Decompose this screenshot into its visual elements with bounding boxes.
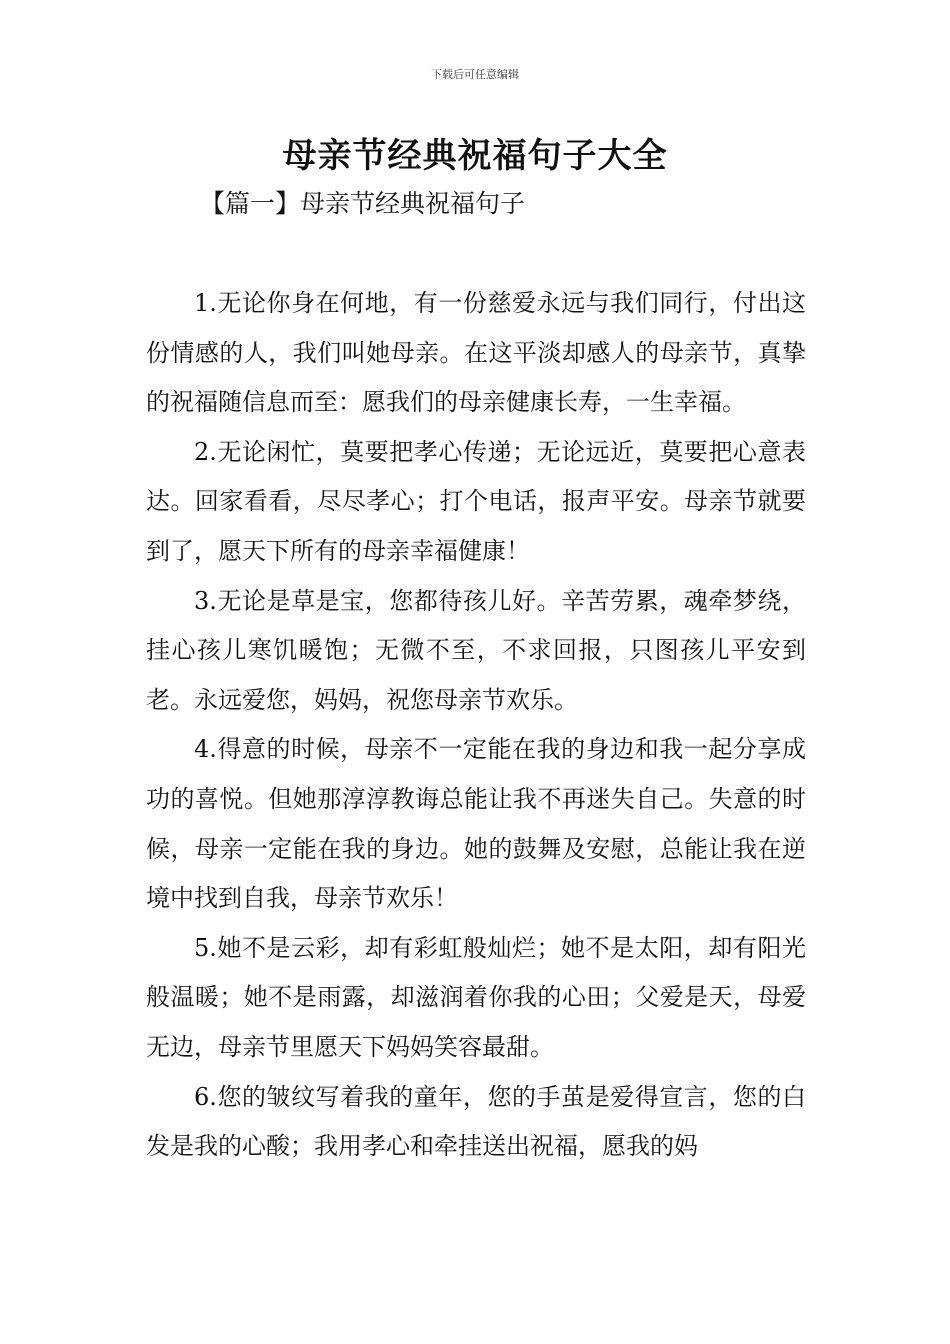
document-title: 母亲节经典祝福句子大全 <box>282 136 668 176</box>
paragraph-1: 1.无论你身在何地，有一份慈爱永远与我们同行，付出这份情感的人，我们叫她母亲。在这平淡却感人的母亲节，真挚的祝福随信息而至：愿我们的母亲健康长寿，一生幸福。 <box>146 289 806 417</box>
paragraph-6: 6.您的皱纹写着我的童年，您的手茧是爱得宣言，您的白发是我的心酸；我用孝心和牵挂送出祝福，愿我的妈 <box>146 1082 806 1161</box>
section-heading: 【篇一】母亲节经典祝福句子 <box>200 189 526 218</box>
document-body <box>146 279 806 1172</box>
paragraph-5: 5.她不是云彩，却有彩虹般灿烂；她不是太阳，却有阳光般温暖；她不是雨露，却滋润着你我的心田；父爱是天，母爱无边，母亲节里愿天下妈妈笑容最甜。 <box>146 933 806 1061</box>
paragraph-4: 4.得意的时候，母亲不一定能在我的身边和我一起分享成功的喜悦。但她那淳淳教诲总能让我不再迷失自己。失意的时候，母亲一定能在我的身边。她的鼓舞及安慰，总能让我在逆境中找到自我，母亲节欢乐！ <box>146 735 806 913</box>
header-note: 下载后可任意编辑 <box>431 68 519 81</box>
paragraph-2: 2.无论闲忙，莫要把孝心传递；无论远近，莫要把心意表达。回家看看，尽尽孝心；打个电话，报声平安。母亲节就要到了，愿天下所有的母亲幸福健康！ <box>146 437 806 565</box>
paragraph-3: 3.无论是草是宝，您都待孩儿好。辛苦劳累，魂牵梦绕，挂心孩儿寒饥暖饱；无微不至，不求回报，只图孩儿平安到老。永远爱您，妈妈，祝您母亲节欢乐。 <box>146 586 806 714</box>
